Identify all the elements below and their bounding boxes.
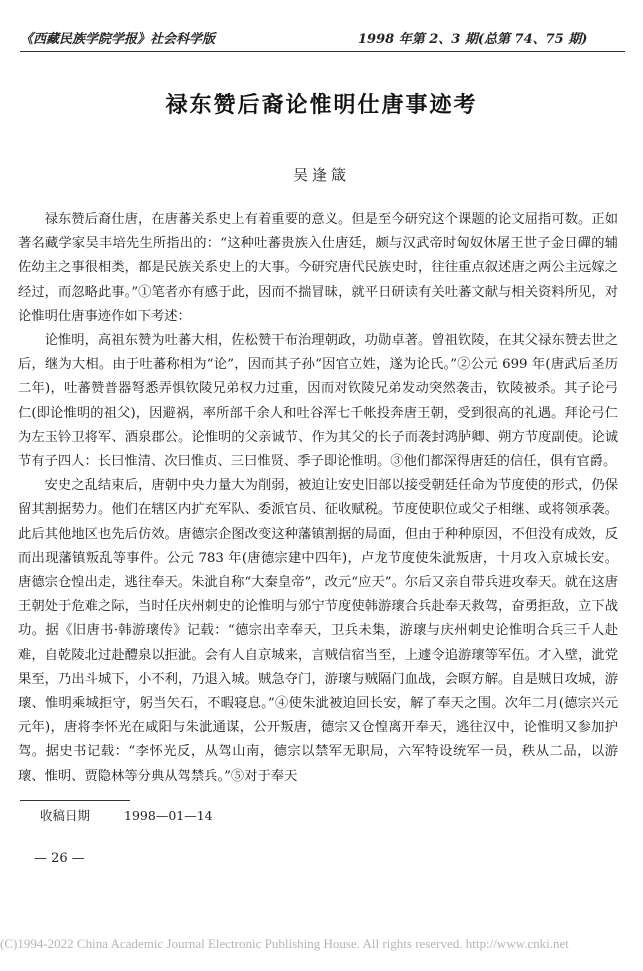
footnote-rule [20, 800, 130, 801]
issue-info: 1998 年第 2、3 期(总第 74、75 期) [358, 32, 588, 47]
author-name: 吴逢箴 [292, 166, 350, 184]
received-label: 收稿日期 [40, 808, 91, 823]
received-date-line [40, 806, 213, 824]
journal-name: 《西藏民族学院学报》社会科学版 [20, 32, 216, 47]
paragraph: 安史之乱结束后，唐朝中央力量大为削弱，被迫让安史旧部以接受朝廷任命为节度使的形式，仍保留其割据势力。他们在辖区内扩充军队、委派官员、征收赋税。节度使职位或父子相继、或将领承袭。此后其他地区也先后仿效。唐德宗企图改变这种藩镇割据的局面，但由于种种原因，不但没有成效，反而出现藩镇叛乱等事件。公元 783 年(唐德宗建中四年)，卢龙节度使朱泚叛唐，十月攻入京城长安。唐德宗仓惶出走，逃往奉天。朱泚自称“大秦皇帝”，改元“应天”。尔后又亲自带兵进攻奉天。就在这唐王朝处于危难之际，当时任庆州刺史的论惟明与邠宁节度使韩游瓌合兵赴奉天救驾，奋勇拒敌，立下战功。据《旧唐书·韩游瓌传》记载：“德宗出幸奉天，卫兵未集，游瓌与庆州刺史论惟明合兵三千人赴难，自乾陵北过赴醴泉以拒泚。会有人自京城来，言贼信宿当至，上遽令追游瓌等军伍。才入壁，泚党果至，乃出斗城下，小不利，乃退入城。贼急夺门，游瓌与贼隔门血战，会暝方解。自是贼日攻城，游瓌、惟明乘城拒守，躬当矢石，不暇寝息。”④使朱泚被迫回长安，解了奉天之围。次年二月(德宗兴元元年)，唐将李怀光在咸阳与朱泚通谋，公开叛唐，德宗又仓惶离开奉天，逃往汉中，论惟明又参加护驾。据史书记载：“李怀光反，从驾山南，德宗以禁军无职局，六军特设统军一员，秩从二品，以游瓌、惟明、贾隐林等分典从驾禁兵。”⑤对于奉天 [18, 478, 618, 784]
paragraph: 论惟明，高祖东赞为吐蕃大相，佐松赞干布治理朝政，功勋卓著。曾祖钦陵，在其父禄东赞去世之后，继为大相。由于吐蕃称相为“论”，因而其子孙“因官立姓，遂为论氏。”②公元 699 年(唐武后圣历二年)，吐蕃赞普器弩悉弄惧钦陵兄弟权力过重，因而对钦陵兄弟发动突然袭击，钦陵被杀。其子论弓仁(即论惟明的祖父)，因避祸，率所部千余人和吐谷浑七千帐投奔唐王朝，受到很高的礼遇。拜论弓仁为左玉钤卫将军、酒泉郡公。论惟明的父亲诚节、作为其父的长子而袭封鸿胪卿、朔方节度副使。论诚节有子四人：长曰惟清、次曰惟贞、三曰惟贤、季子即论惟明。③他们都深得唐廷的信任，俱有官爵。 [18, 333, 618, 470]
copyright-watermark: (C)1994-2022 China Academic Journal Electronic Publishing House. All rights reserved. http://www.cnki.net [0, 936, 569, 951]
article-body [18, 208, 618, 789]
header-rule [20, 51, 625, 52]
running-header [20, 28, 623, 50]
paragraph: 禄东赞后裔仕唐，在唐蕃关系史上有着重要的意义。但是至今研究这个课题的论文屈指可数。正如著名藏学家吴丰培先生所指出的：“这种吐蕃贵族入仕唐廷，颇与汉武帝时匈奴休屠王世子金日磾的辅佐幼主之事很相类，都是民族关系史上的大事。今研究唐代民族史时，往往重点叙述唐之两公主远嫁之经过，而忽略此事。”①笔者亦有感于此，因而不揣冒昧，就平日研读有关吐蕃文献与相关资料所见，对论惟明仕唐事迹作如下考述： [18, 212, 618, 324]
article-title: 禄东赞后裔论惟明仕唐事迹考 [165, 92, 478, 118]
received-date: 1998—01—14 [124, 808, 213, 823]
page-number: — 26 — [34, 851, 85, 866]
